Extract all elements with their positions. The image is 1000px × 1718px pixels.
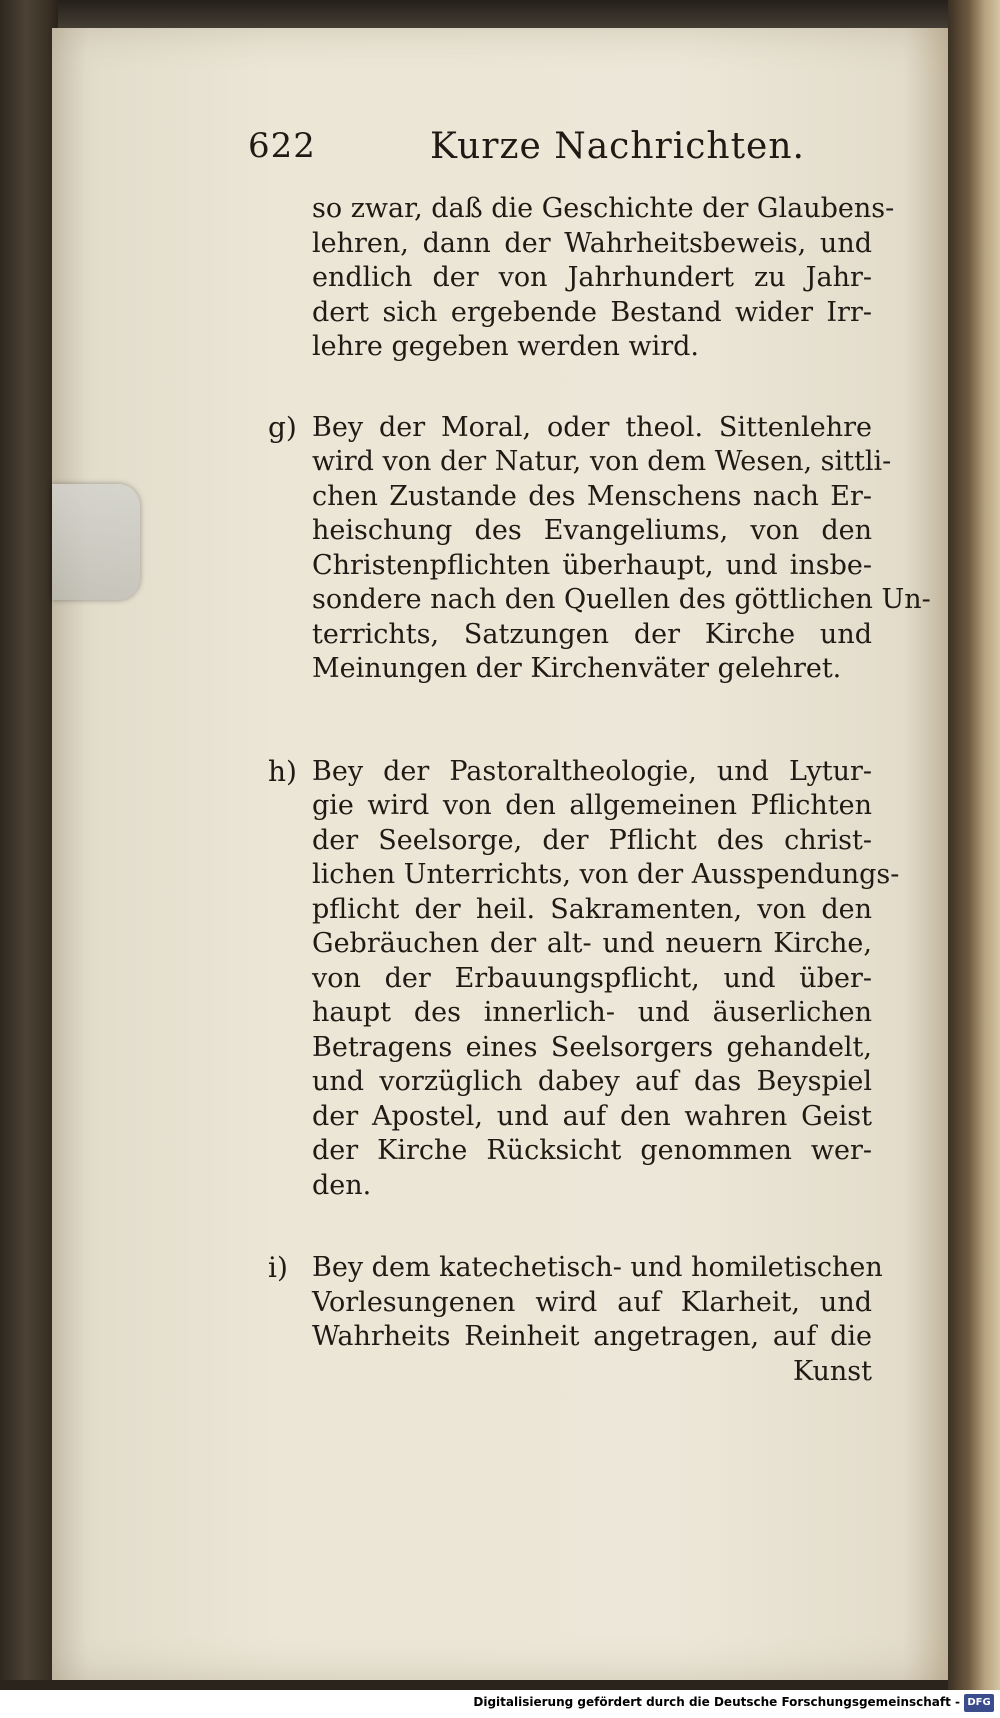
paragraph-g	[268, 410, 931, 687]
text-line: Bey dem katechetisch- und homiletischen	[312, 1252, 883, 1283]
item-marker: g)	[268, 410, 297, 444]
text-line: und vorzüglich dabey auf das Beyspiel	[312, 1066, 872, 1097]
text-line: terrichts, Satzungen der Kirche und	[312, 618, 872, 650]
paragraph-h	[268, 754, 900, 1204]
book-edge-right	[948, 0, 1000, 1690]
text-line: wird von der Natur, von dem Wesen, sittli-	[312, 446, 892, 477]
text-line: haupt des innerlich- und äuserlichen	[312, 997, 872, 1028]
page-body	[268, 192, 931, 1389]
text-line: lichen Unterrichts, von der Ausspendungs-	[312, 859, 900, 890]
item-marker: h)	[268, 754, 297, 788]
text-line: Bey der Pastoraltheologie, und Lytur-	[312, 755, 872, 787]
text-line: pflicht der heil. Sakramenten, von den	[312, 893, 872, 925]
text-line: den.	[312, 1169, 372, 1201]
page-header	[248, 118, 868, 178]
text-line: Christenpflichten überhaupt, und insbe-	[312, 549, 872, 581]
text-line: Meinungen der Kirchenväter gelehret.	[312, 653, 842, 684]
catchword: Kunst	[792, 1355, 872, 1387]
paragraph-continuation	[312, 192, 895, 365]
text-line: Betragens eines Seelsorgers gehandelt,	[312, 1031, 872, 1063]
paragraph-i	[268, 1251, 883, 1389]
page-number: 622	[248, 126, 316, 166]
text-line: gie wird von den allgemeinen Pflichten	[312, 790, 872, 821]
digitization-footer	[0, 1690, 1000, 1718]
text-line: Bey der Moral, oder theol. Sittenlehre	[312, 411, 872, 443]
funding-credit: Digitalisierung gefördert durch die Deutsche Forschungsgemeinschaft -	[473, 1695, 960, 1709]
text-line: dert sich ergebende Bestand wider Irr-	[312, 296, 872, 328]
text-line: endlich der von Jahrhundert zu Jahr-	[312, 262, 872, 293]
text-line: von der Erbauungspflicht, und über-	[312, 962, 872, 994]
text-line: lehre gegeben werden wird.	[312, 331, 699, 362]
running-head: Kurze Nachrichten.	[430, 126, 805, 167]
text-line: chen Zustande des Menschens nach Er-	[312, 480, 872, 512]
item-marker: i)	[268, 1251, 288, 1284]
text-line: sondere nach den Quellen des göttlichen Un-	[312, 584, 931, 615]
text-line: lehren, dann der Wahrheitsbeweis, und	[312, 227, 872, 259]
text-line: heischung des Evangeliums, von den	[312, 515, 872, 546]
text-line: der Seelsorge, der Pflicht des christ-	[312, 824, 872, 856]
page-clip	[52, 484, 140, 600]
text-line: so zwar, daß die Geschichte der Glaubens-	[312, 193, 895, 224]
text-line: Wahrheits Reinheit angetragen, auf die	[312, 1321, 872, 1352]
dfg-logo: DFG	[964, 1694, 994, 1712]
text-line: Gebräuchen der alt- und neuern Kirche,	[312, 928, 872, 959]
text-line: Vorlesungenen wird auf Klarheit, und	[312, 1286, 872, 1318]
text-line: der Apostel, und auf den wahren Geist	[312, 1100, 872, 1132]
book-spine-left	[0, 0, 58, 1680]
text-line: der Kirche Rücksicht genommen wer-	[312, 1135, 872, 1166]
